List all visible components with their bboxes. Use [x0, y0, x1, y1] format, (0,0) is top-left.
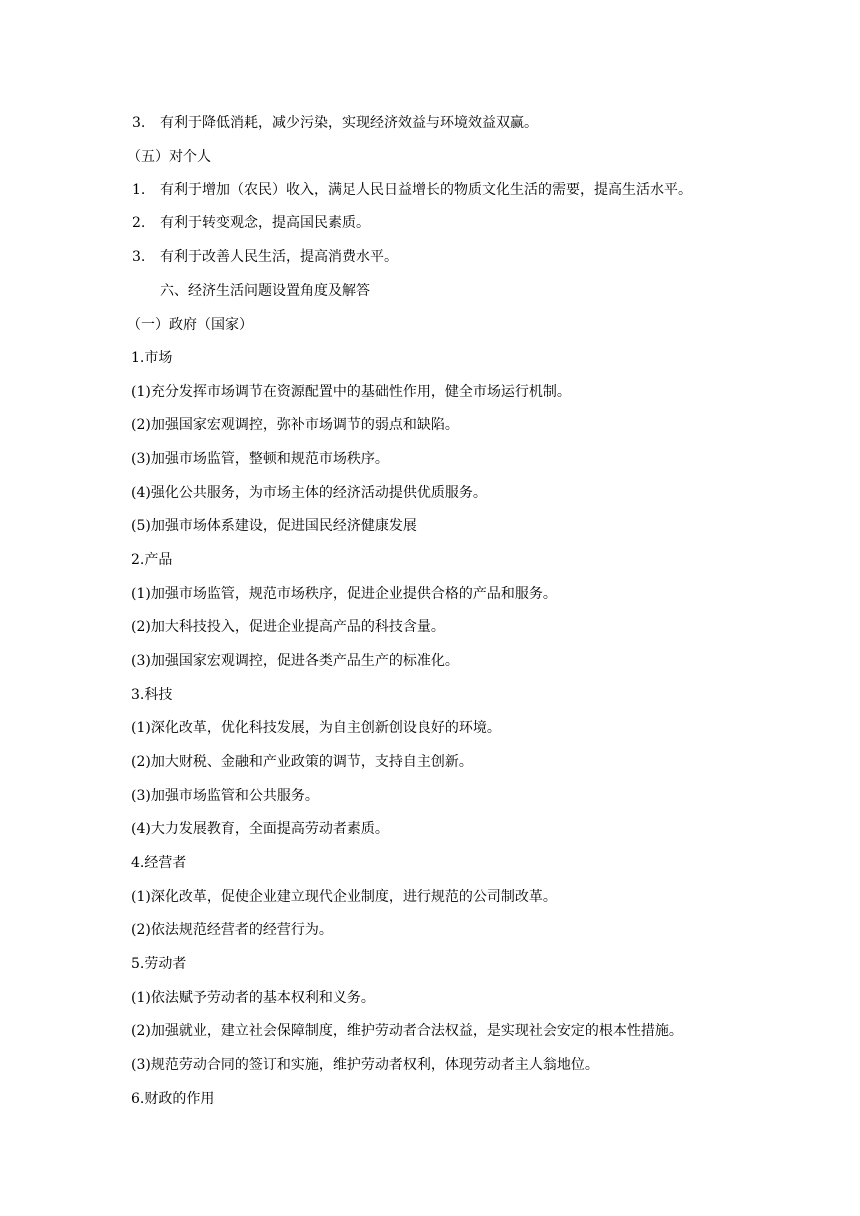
section-heading: （五）对个人 [127, 149, 211, 165]
paragraph: (1)深化改革，优化科技发展，为自主创新创设良好的环境。 [131, 720, 501, 736]
paragraph: (4)强化公共服务，为市场主体的经济活动提供优质服务。 [131, 485, 487, 501]
paragraph: (1)加强市场监管，规范市场秩序，促进企业提供合格的产品和服务。 [131, 586, 557, 602]
list-text: 有利于转变观念，提高国民素质。 [160, 215, 370, 231]
subsection-heading: 1.市场 [131, 350, 173, 366]
paragraph: (1)充分发挥市场调节在资源配置中的基础性作用，健全市场运行机制。 [131, 384, 571, 400]
subsection-heading: 5.劳动者 [131, 956, 187, 972]
paragraph: (3)规范劳动合同的签订和实施，维护劳动者权利，体现劳动者主人翁地位。 [131, 1057, 599, 1073]
paragraph: (3)加强国家宏观调控，促进各类产品生产的标准化。 [131, 653, 459, 669]
paragraph: (3)加强市场监管，整顿和规范市场秩序。 [131, 451, 389, 467]
subsection-heading: 2.产品 [131, 552, 173, 568]
paragraph: (2)加大科技投入，促进企业提高产品的科技含量。 [131, 619, 445, 635]
subsection-heading: 6.财政的作用 [131, 1091, 215, 1107]
paragraph: (3)加强市场监管和公共服务。 [131, 788, 319, 804]
paragraph: (2)依法规范经营者的经营行为。 [131, 922, 333, 938]
chapter-heading: 六、经济生活问题设置角度及解答 [160, 283, 370, 299]
paragraph: (2)加大财税、金融和产业政策的调节，支持自主创新。 [131, 754, 473, 770]
list-text: 有利于降低消耗，减少污染，实现经济效益与环境效益双赢。 [160, 115, 538, 131]
list-number: 3. [132, 249, 146, 265]
section-heading: （一）政府（国家） [127, 317, 253, 333]
paragraph: (2)加强国家宏观调控，弥补市场调节的弱点和缺陷。 [131, 417, 459, 433]
subsection-heading: 4.经营者 [131, 855, 187, 871]
subsection-heading: 3.科技 [131, 687, 173, 703]
list-text: 有利于改善人民生活，提高消费水平。 [160, 249, 398, 265]
list-number: 1. [132, 182, 146, 198]
list-number: 3. [132, 115, 146, 131]
paragraph: (5)加强市场体系建设，促进国民经济健康发展 [131, 518, 417, 534]
paragraph: (1)深化改革，促使企业建立现代企业制度，进行规范的公司制改革。 [131, 889, 557, 905]
paragraph: (2)加强就业，建立社会保障制度，维护劳动者合法权益，是实现社会安定的根本性措施。 [131, 1023, 683, 1039]
paragraph: (4)大力发展教育，全面提高劳动者素质。 [131, 821, 389, 837]
list-text: 有利于增加（农民）收入，满足人民日益增长的物质文化生活的需要，提高生活水平。 [160, 182, 692, 198]
list-number: 2. [132, 215, 146, 231]
paragraph: (1)依法赋予劳动者的基本权利和义务。 [131, 990, 375, 1006]
